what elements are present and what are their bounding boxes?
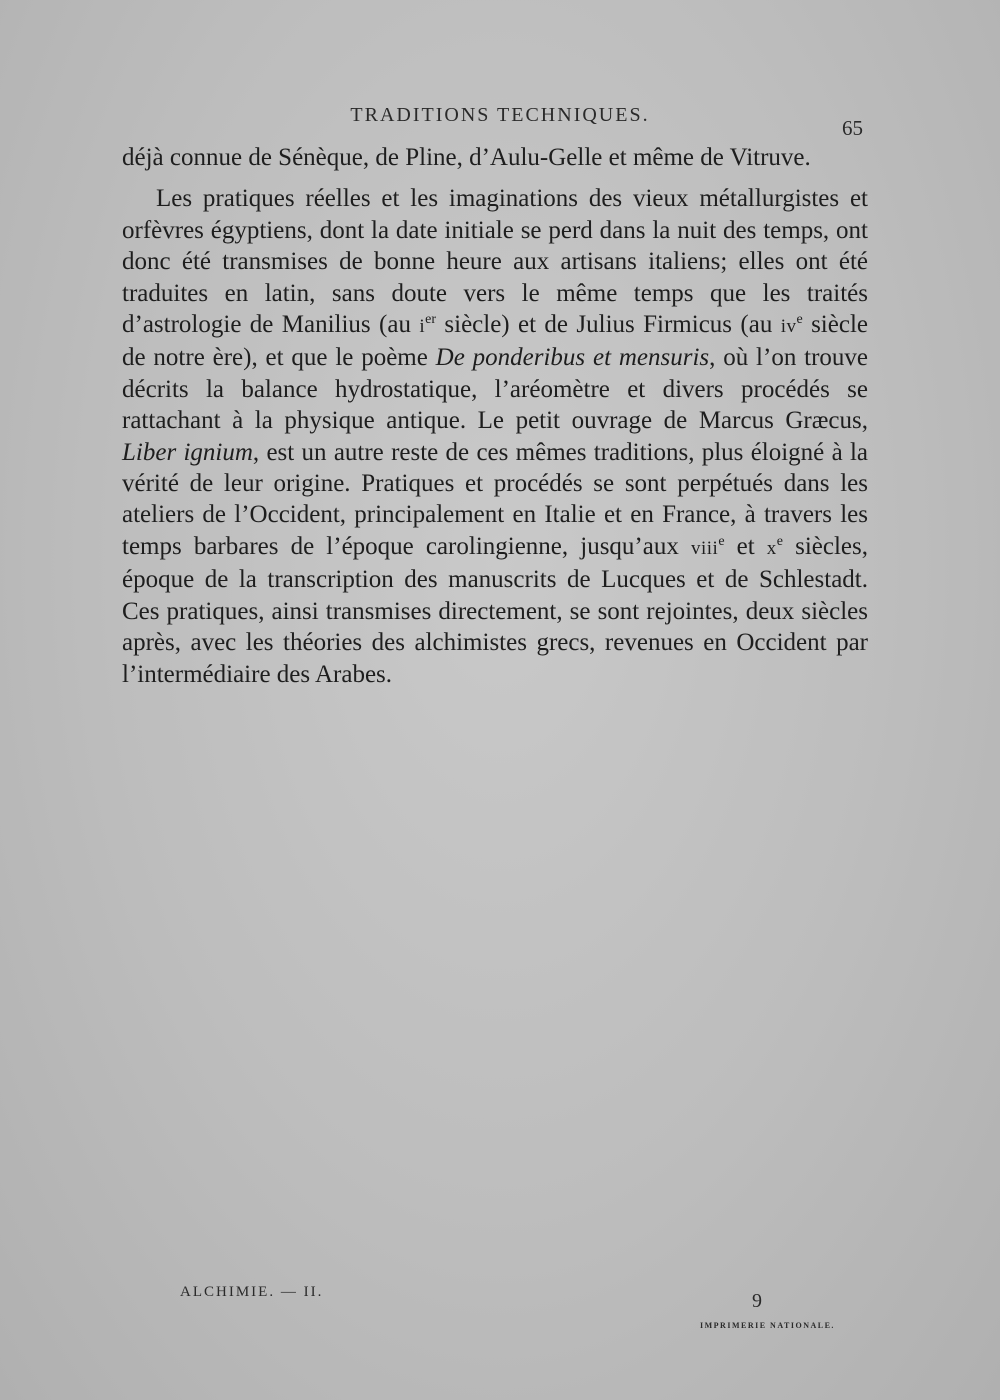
superscript: e [718, 533, 725, 549]
superscript: e [776, 533, 784, 549]
text-run: et [724, 532, 767, 560]
main-text [122, 142, 868, 690]
italic-title: De ponderibus et mensuris [435, 344, 710, 372]
text-run: , où l’on trouve décrits la balance hydrostatique, l’aréomètre et divers procédés se rattachant à la physique antique. Le petit ouvrage de Marcus Græcus, [122, 344, 869, 435]
text-run: Les pratiques réelles et les imaginations des vieux métallurgistes et orfèvres égyptiens, dont la date initiale se perd dans la nuit des temps, ont donc été transmises de bonne heure aux artisans italiens; elles ont été traduites en latin, sans doute vers le même temps que les traités d’astrologie de Manilius (au [122, 185, 868, 339]
text-run: , est un autre reste de ces mêmes traditions, plus éloigné à la vérité de leur origine. Pratiques et procédés se sont perpétués dans les ateliers de l’Occident, principalement en Italie et en France, à travers les temps barbares de l’époque carolingienne, jusqu’aux [122, 438, 869, 560]
text-run: siècle de notre ère), et que le poème [122, 311, 868, 372]
superscript: e [796, 312, 803, 328]
running-title: TRADITIONS TECHNIQUES. [350, 104, 650, 126]
signature-mark: 9 [752, 1290, 762, 1312]
roman-numeral: iv [780, 316, 797, 338]
text-run: siècle) et de Julius Firmicus (au [436, 311, 781, 339]
paragraph-1-text: déjà connue de Sénèque, de Pline, d’Aulu-Gelle et même de Vitruve. [122, 144, 811, 171]
italic-title: Liber ignium [122, 438, 253, 466]
text-run: siècles, époque de la transcription des manuscrits de Lucques et de Schlestadt. Ces pratiques, ainsi transmises directement, se sont rejointes, deux siècles après, avec les théories des alchimistes grecs, revenues en Occident par l’intermédiaire des Arabes. [122, 532, 869, 688]
printer-imprint: IMPRIMERIE NATIONALE. [700, 1321, 835, 1330]
volume-line: ALCHIMIE. — II. [180, 1284, 324, 1300]
paragraph-2 [122, 183, 868, 690]
roman-numeral: i [419, 316, 426, 338]
roman-numeral: x [766, 537, 777, 559]
roman-numeral: viii [690, 537, 719, 559]
superscript: er [425, 312, 437, 328]
page-number: 65 [842, 116, 863, 140]
paragraph-1 [122, 142, 868, 173]
